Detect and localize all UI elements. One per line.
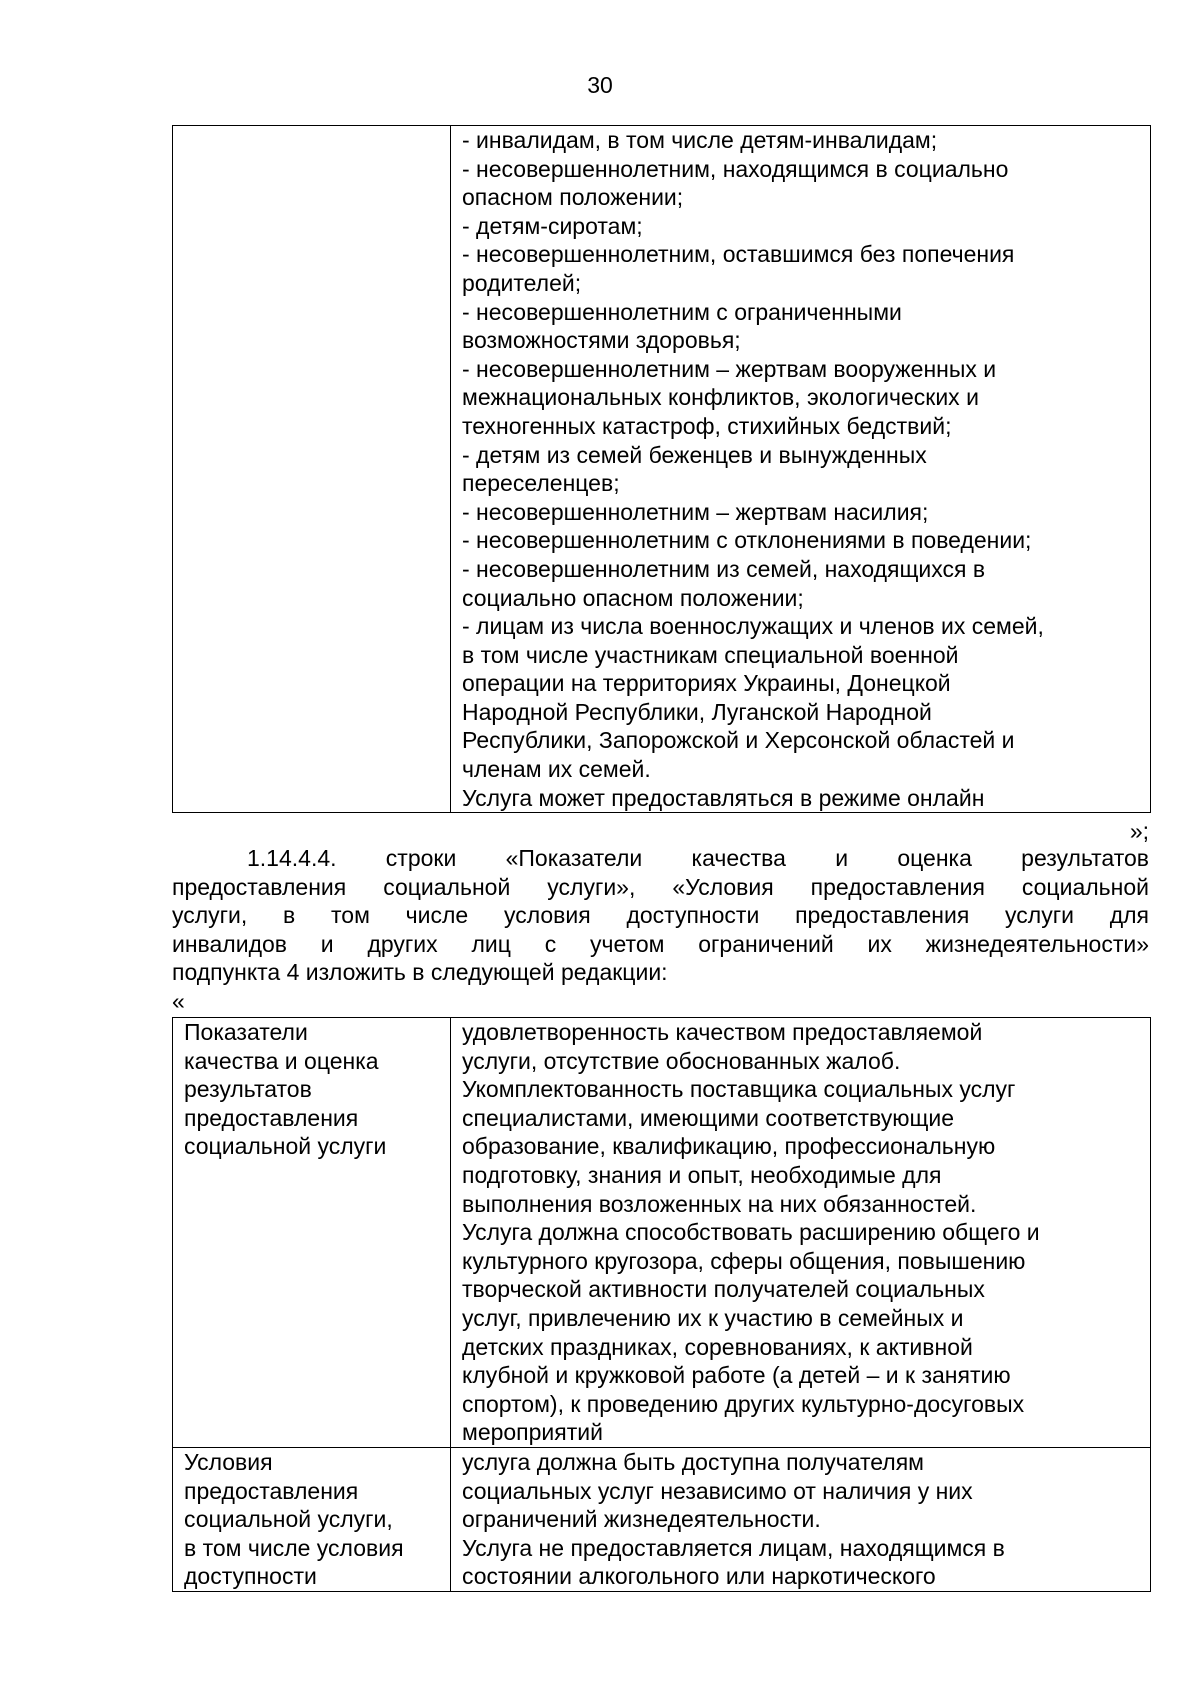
cell-text-line: в том числе условия xyxy=(184,1534,404,1561)
cell-text-line: предоставления xyxy=(184,1477,359,1504)
cell-text-line: состоянии алкогольного или наркотического xyxy=(462,1563,936,1590)
cell-text-line: Услуга может предоставляться в режиме онлайн xyxy=(462,784,985,811)
cell-text-line: образование, квалификацию, профессиональную xyxy=(462,1133,996,1160)
row-content-conditions xyxy=(451,1447,1151,1591)
paragraph-line: услуги, в том числе условия доступности предоставления услуги для xyxy=(172,902,1149,929)
cell-text-line: клубной и кружковой работе (а детей – и к занятию xyxy=(462,1362,1011,1389)
cell-text-line: членам их семей. xyxy=(462,756,651,783)
cell-text-line: доступности xyxy=(184,1563,317,1590)
cell-text-line: возможностями здоровья; xyxy=(462,327,741,354)
cell-text-line: Народной Республики, Луганской Народной xyxy=(462,698,932,725)
opening-quote: « xyxy=(172,988,185,1014)
cell-text-line: услуга должна быть доступна получателям xyxy=(462,1448,924,1475)
cell-text-line: родителей; xyxy=(462,269,582,296)
cell-text-line: в том числе участникам специальной военной xyxy=(462,641,959,668)
cell-text-line: Условия xyxy=(184,1448,273,1475)
cell-text-line: техногенных катастроф, стихийных бедствий; xyxy=(462,412,952,439)
closing-quote: »; xyxy=(1129,818,1149,844)
cell-text-line: - несовершеннолетним с ограниченными xyxy=(462,298,902,325)
cell-text-line: услуг, привлечению их к участию в семейных и xyxy=(462,1304,964,1331)
cell-text-line: - инвалидам, в том числе детям-инвалидам; xyxy=(462,127,938,153)
cell-text-line: межнациональных конфликтов, экологических и xyxy=(462,384,979,411)
cell-text-line: подготовку, знания и опыт, необходимые для xyxy=(462,1161,942,1188)
cell-text-line: Показатели xyxy=(184,1019,308,1045)
cell-text-line: услуги, отсутствие обоснованных жалоб. xyxy=(462,1047,901,1074)
cell-text-line: социальной услуги, xyxy=(184,1506,393,1533)
paragraph-line: предоставления социальной услуги», «Условия предоставления социальной xyxy=(172,873,1149,900)
cell-text-line: опасном положении; xyxy=(462,184,684,211)
row-heading-quality xyxy=(173,1018,451,1448)
cell-text-line: выполнения возложенных на них обязанностей. xyxy=(462,1190,977,1217)
cell-text-line: удовлетворенность качеством предоставляемой xyxy=(462,1019,983,1045)
cell-text-line: мероприятий xyxy=(462,1419,603,1446)
cell-text-line: предоставления xyxy=(184,1104,359,1131)
table-cell-empty xyxy=(173,126,451,813)
cell-text-line: социальной услуги xyxy=(184,1133,387,1160)
cell-text-line: Республики, Запорожской и Херсонской областей и xyxy=(462,727,1015,754)
cell-text-line: Укомплектованность поставщика социальных услуг xyxy=(462,1076,1016,1103)
cell-text-line: - несовершеннолетним из семей, находящихся в xyxy=(462,555,986,582)
cell-text-line: детских праздниках, соревнованиях, к активной xyxy=(462,1333,973,1360)
page-number: 30 xyxy=(587,72,613,98)
cell-text-line: специалистами, имеющими соответствующие xyxy=(462,1104,955,1131)
table-cell-recipients xyxy=(451,126,1151,813)
cell-text-line: социальных услуг независимо от наличия у них xyxy=(462,1477,973,1504)
row-heading-conditions xyxy=(173,1447,451,1591)
amendment-paragraph xyxy=(172,844,1149,987)
services-recipients-table xyxy=(172,125,1151,813)
table-row xyxy=(173,1018,1151,1448)
cell-text-line: ограничений жизнедеятельности. xyxy=(462,1506,821,1533)
quality-conditions-table xyxy=(172,1017,1151,1592)
cell-text-line: спортом), к проведению других культурно-досуговых xyxy=(462,1390,1025,1417)
table-row xyxy=(173,126,1151,813)
cell-text-line: - несовершеннолетним, оставшимся без попечения xyxy=(462,241,1015,268)
row-content-quality xyxy=(451,1018,1151,1448)
cell-text-line: социально опасном положении; xyxy=(462,584,804,611)
cell-text-line: результатов xyxy=(184,1076,312,1103)
cell-text-line: культурного кругозора, сферы общения, повышению xyxy=(462,1247,1026,1274)
cell-text-line: творческой активности получателей социальных xyxy=(462,1276,985,1303)
cell-text-line: - несовершеннолетним, находящимся в социально xyxy=(462,155,1009,182)
cell-text-line: Услуга должна способствовать расширению общего и xyxy=(462,1219,1040,1246)
cell-text-line: - несовершеннолетним – жертвам вооруженных и xyxy=(462,355,997,382)
paragraph-line: 1.14.4.4. строки «Показатели качества и оценка результатов xyxy=(247,845,1149,871)
cell-text-line: - детям из семей беженцев и вынужденных xyxy=(462,441,927,468)
table-row xyxy=(173,1447,1151,1591)
cell-text-line: Услуга не предоставляется лицам, находящимся в xyxy=(462,1534,1005,1561)
cell-text-line: - детям-сиротам; xyxy=(462,212,643,239)
cell-text-line: операции на территориях Украины, Донецкой xyxy=(462,670,951,697)
cell-text-line: качества и оценка xyxy=(184,1047,379,1074)
cell-text-line: - несовершеннолетним – жертвам насилия; xyxy=(462,498,929,525)
cell-text-line: переселенцев; xyxy=(462,470,620,497)
paragraph-line: инвалидов и других лиц с учетом ограничений их жизнедеятельности» xyxy=(172,930,1149,957)
cell-text-line: - лицам из числа военнослужащих и членов их семей, xyxy=(462,613,1044,640)
paragraph-line: подпункта 4 изложить в следующей редакции: xyxy=(172,959,668,986)
cell-text-line: - несовершеннолетним с отклонениями в поведении; xyxy=(462,527,1032,554)
